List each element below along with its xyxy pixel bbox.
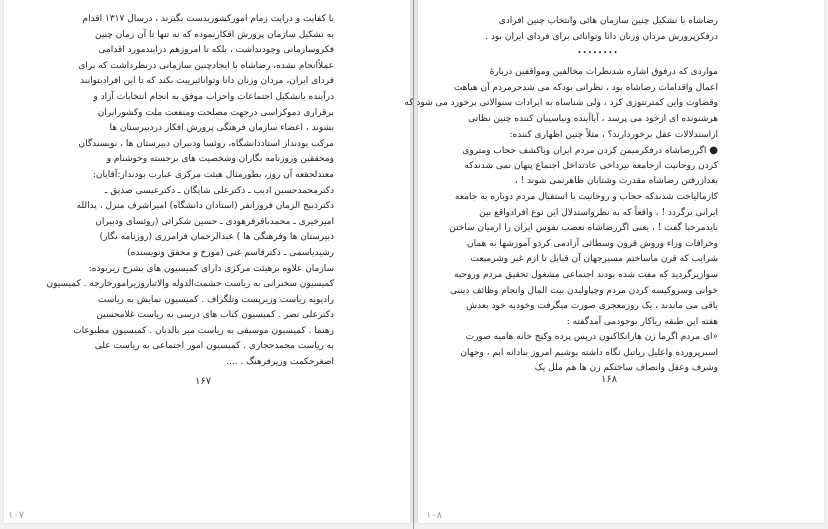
bullet-text-line: وخرافات وزاء وروش قرون وسطائی آزادمی کردو آموزشها به همان [467, 238, 718, 249]
bullet-text-line: بایدمرحبا گفت ! ، یعنی اگررضاشاه تعصب نفوس ایران را ازمیان ساختن [449, 223, 718, 234]
bullet-text-line: شرایب که قرن ماساختم مسیرجهان آن قبایل تا ازم غیر وشرمیعت [470, 254, 718, 265]
text-line: بشوند ، اعضاء سازمان فرهنگی پرورش افکار دردبیرستان ها [109, 123, 334, 134]
bullet-text-line: اسیرپرورده واعلیل رباتیل نگاه داشته بوشیم امروز بنادانه ایم ، وجهان [460, 347, 718, 358]
text-line: وقضاوت واین کمترتتوزی کرد ، ولی شناساه به ایرادات سنوالاتی برخورد می شود که [404, 98, 718, 109]
text-line: برقراری دموکراسی درجهت مصلحت ومنفعت ملت وکشورایران [97, 107, 334, 118]
scan-corner-number-left: ۱۰۷ [8, 510, 25, 521]
text-line: ومحققین وروزنامه نگاران وشخصیت های برجسته وخوشنام و [106, 154, 334, 165]
text-line: سازمان علاوه برهیئت مرکزی دارای کمیسیون های بشرح زیربوده: [88, 263, 334, 274]
text-line: مواردی که درفوق اشاره شدنظرات مخالفین ومواقفین دربارهٔ [489, 67, 718, 78]
left-page-text [46, 12, 334, 371]
text-line: با کفایت و درایت زمام امورکشوربدست بگیرند ، درسال ۱۳۱۷ اقدام [82, 14, 334, 24]
left-page [4, 0, 410, 523]
bullet-text: اگررضاشاه درفکرمیمن کردن مردم ایران وباکشف حجاب ومتروی [462, 146, 707, 157]
bullet-text-line: کارمالیاخت شدندکه حجاب و روحانیت با استقبال مردم دوباره به جامعه [455, 191, 718, 202]
bullet-paragraph [449, 143, 718, 377]
bullet-text-line: ایرانی برگردد ! ، واقعاً که به نظرواستدلال این نوع افرادواقع بین [479, 207, 718, 218]
bullet-text-line: وشرف وعقل وانصاف ساختکم زن ها هم ملل یک [534, 363, 718, 374]
text-line: دکترعلی نصر . کمیسیون کتاب های درسی به ریاست غلامحسین [96, 310, 334, 321]
text-line: دبیرستان ها وفرهنگی ها ) عبدالرحمان فرامرزی (روزنامه نگار) [99, 232, 334, 243]
text-line: به ریاست محمدحجازی . کمیسیون امور اجتماعی به ریاست علی [94, 341, 334, 352]
bullet-text-line: «ای مردم اگرما زن هارانکاکنون درپس پرده وکنج خانه هامیه صورت [465, 332, 718, 343]
right-page-number: ۱۶۸ [601, 374, 618, 385]
left-page-number: ۱۶۷ [195, 376, 212, 387]
book-fold-line [413, 0, 414, 529]
text-line: امیرخیزی ـ محمدباقرفرهودی ـ حسین شکرائی (روئسای ودبیران [95, 216, 334, 227]
section-separator: •••••••• [577, 49, 619, 58]
bullet-text-line: خوانی وسروکیسه کردن مردم وچپاولیدن بیت المال وانجام وظائف دیننی [449, 285, 718, 296]
intro-line: درفکرپرورش مردان وزنان دانا وتوانائی برای فردای ایران بود . [485, 31, 718, 42]
right-page-text [404, 14, 718, 377]
text-line: به تشکیل سازمان پرورش افکارنموده که نه تنها تا آن زمان چنین [94, 29, 334, 40]
text-line: رهنما . کمیسیون موسیقی به ریاست میر بالدیان . کمیسیون مطبوعات [73, 325, 334, 336]
text-line: مرکب بودنداز استاددانشگاه، روئسا ودبیران دبیرستان ها ، نویسندگان [78, 138, 334, 149]
bullet-icon: ● [709, 145, 718, 157]
text-line: درآینده بانشکیل اجتماعات واحزاب موفق به انجام انتخابات آزاد و [93, 91, 334, 102]
text-line: عملاًانجام نشده، رضاشاه با ایجادچنین سازمانی درنظرداشت که برای [78, 60, 334, 71]
text-line: معتدلحقعه آن روز، بطورمثال هیئت مرکزی عبارت بودنداز:آقایان: [92, 169, 334, 180]
bullet-text-line: بعدازرفتن رضاشاه مقدرت وشتابان ظاهرنمی شوند ! ، [514, 176, 718, 187]
text-line: اعمال واقدامات رضاشاه بود ، نظراتی بودکه می شدحرمردم آن هیاهت [453, 82, 718, 93]
bullet-text-line: کردن روحانیت ازجامعه نیرداخی عادتداخل اجتماع پنهان نمی شدندکه [464, 160, 718, 171]
text-line: هرشنونده ای ازخود می پرسد ، آیاآینده ونیاسیبان کننده چنین نظاتی [468, 113, 718, 124]
text-line: فردای ایران، مردان وزنان دانا وتوانائیرییت بکند که تا این افرادبتوانند [80, 76, 334, 87]
bullet-text-line: سوازیرگردید که مفت شده بودند اجتماعی مشغول تحقیق مردم وروحیه [453, 269, 718, 280]
text-line: اصغرحکمت وزیرفرهنگ . .... [226, 357, 334, 368]
text-line: کمیسیون سخنرانی به ریاست حشمت‌الدوله والاتباروزیرامورخارجه . کمیسیون [46, 279, 334, 290]
intro-line: رضاشاه با تشکیل چنین سازمان هائی وانتخاب چنین افرادی [498, 16, 718, 26]
text-line: ازاستدلالات عقل برخوردارند؟ ، مثلاً چنین اظهاری کننده: [509, 129, 718, 140]
scan-corner-number-right: ۱۰۸ [426, 510, 443, 521]
bullet-text-line: باقی می ماندند ، یک روزمعجزی صورت میگرفت وخودبه خود بعدش [466, 301, 718, 312]
text-line: فکروسازمانی وجودنداشت ، بلکه تا امروزهم درایندمورد اقدامی [98, 45, 334, 56]
right-page [404, 0, 824, 523]
text-line: رشیدیاسمی ـ دکترقاسم غنی (مورخ و محقق ونویسنده) [127, 247, 334, 258]
text-line: دکترمحمدحسین ادیب ـ دکترعلی شایگان ـ دکترعیسی صدیق ـ [104, 185, 334, 196]
text-line: رادیوبه ریاست وزیرپست وتلگراف . کمیسیون نمایش به ریاست [97, 294, 334, 305]
bullet-text-line [462, 143, 718, 159]
right-paragraph [404, 65, 718, 143]
text-line: دکترذبیح الزمان فروزانفر (استادان دانشگاه) امیراشرف منزل ، یدالله [76, 201, 334, 212]
bullet-text-line: هفته این طبقه ریاکار بوجودمی آمدگفته : [566, 316, 718, 327]
book-gutter [410, 0, 418, 523]
